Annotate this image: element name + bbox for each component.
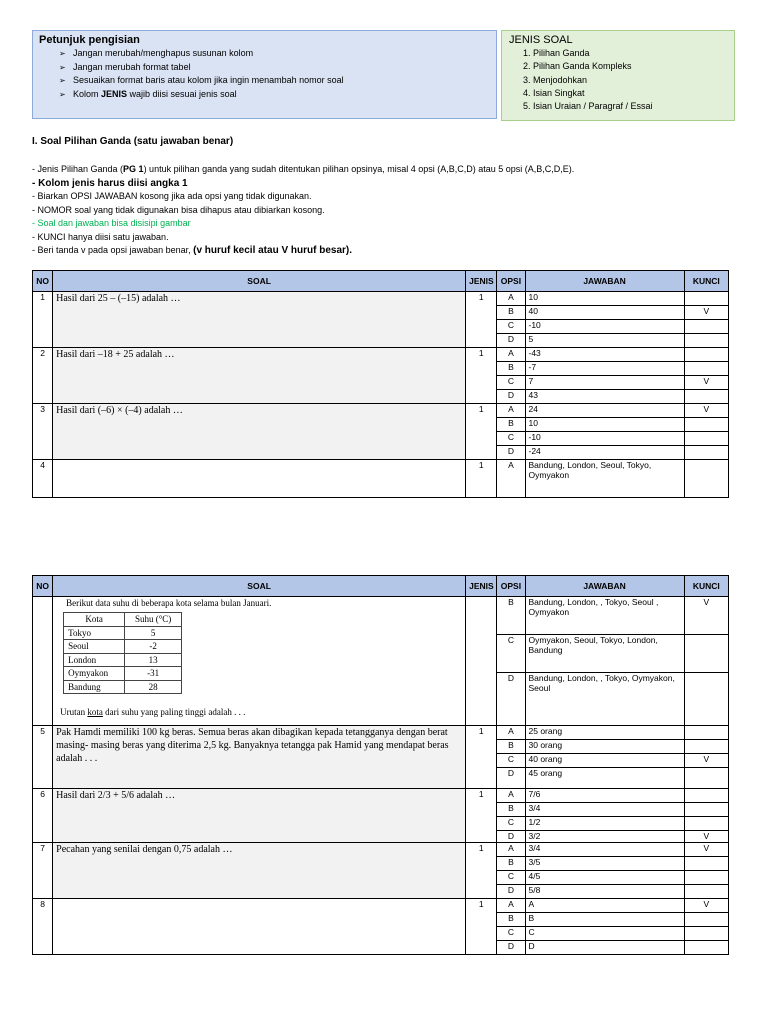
option-key[interactable]: V — [684, 376, 728, 390]
temp-value: 28 — [125, 680, 182, 694]
arrow-icon: ➢ — [59, 76, 66, 85]
question-text[interactable] — [53, 460, 466, 498]
option-answer[interactable]: -7 — [525, 362, 684, 376]
option-letter: D — [497, 390, 525, 404]
note-line: - Jenis Pilihan Ganda (PG 1) untuk pilihan ganda yang sudah ditentukan pilihan opsinya, misal 4 opsi (A,B,C,D) atau 5 opsi (A,B,C,D,E). — [32, 164, 575, 174]
question-type[interactable]: 1 — [466, 460, 497, 498]
col-opsi: OPSI — [497, 576, 525, 597]
col-soal: SOAL — [53, 271, 466, 292]
table-row — [33, 843, 729, 857]
question-type — [466, 597, 497, 726]
question-number: 6 — [33, 789, 53, 843]
note-line: - Biarkan OPSI JAWABAN kosong jika ada opsi yang tidak digunakan. — [32, 191, 312, 201]
option-letter: B — [497, 362, 525, 376]
col-jenis: JENIS — [466, 576, 497, 597]
instruction-item: ➢ Jangan merubah format tabel — [59, 61, 490, 75]
option-key[interactable] — [684, 362, 728, 376]
option-answer[interactable]: 10 — [525, 418, 684, 432]
question-text[interactable]: Pak Hamdi memiliki 100 kg beras. Semua beras akan dibagikan kepada tetangganya dengan berat masing- masing beras yang diterima 2,5 kg. Banyaknya tetangga pak Hamid yang mendapat beras adalah . . . — [53, 726, 466, 789]
question-text — [53, 597, 466, 726]
instruction-item: ➢ Kolom JENIS wajib diisi sesuai jenis soal — [59, 88, 490, 102]
table-row — [33, 292, 729, 306]
option-key[interactable] — [684, 857, 728, 871]
option-answer[interactable]: -10 — [525, 320, 684, 334]
col-kunci: KUNCI — [684, 271, 728, 292]
option-answer[interactable]: 30 orang — [525, 740, 684, 754]
col-jawaban: JAWABAN — [525, 271, 684, 292]
instruction-item: ➢ Jangan merubah/menghapus susunan kolom — [59, 47, 490, 61]
col-jawaban: JAWABAN — [525, 576, 684, 597]
questions-table-2 — [32, 575, 729, 955]
question-types-title: JENIS SOAL — [509, 34, 573, 46]
option-letter: A — [497, 843, 525, 857]
question-type-item: 5. Isian Uraian / Paragraf / Essai — [533, 100, 727, 113]
table-row — [33, 789, 729, 803]
option-key[interactable] — [684, 320, 728, 334]
option-key[interactable] — [684, 789, 728, 803]
option-answer[interactable]: B — [525, 913, 684, 927]
option-key[interactable] — [684, 941, 728, 955]
option-answer[interactable]: 10 — [525, 292, 684, 306]
option-answer[interactable]: 1/2 — [525, 817, 684, 831]
instructions-title: Petunjuk pengisian — [39, 34, 140, 46]
option-letter: A — [497, 789, 525, 803]
option-letter: B — [497, 597, 525, 635]
option-letter: B — [497, 803, 525, 817]
option-key[interactable]: V — [684, 831, 728, 843]
temperature-table — [63, 612, 182, 694]
option-letter: A — [497, 460, 525, 498]
option-letter: C — [497, 376, 525, 390]
temp-value: 13 — [125, 653, 182, 667]
option-answer[interactable]: -24 — [525, 446, 684, 460]
option-answer[interactable]: 5/8 — [525, 885, 684, 899]
option-answer[interactable]: 4/5 — [525, 871, 684, 885]
option-letter: D — [497, 334, 525, 348]
option-key[interactable] — [684, 390, 728, 404]
option-answer[interactable]: 40 orang — [525, 754, 684, 768]
option-answer: Bandung, London, , Tokyo, Seoul , Oymyakon — [525, 597, 684, 635]
option-answer[interactable]: 7/6 — [525, 789, 684, 803]
question-types-list — [509, 47, 727, 113]
instruction-item: ➢ Sesuaikan format baris atau kolom jika ingin menambah nomor soal — [59, 74, 490, 88]
option-letter: A — [497, 348, 525, 362]
option-letter: A — [497, 899, 525, 913]
option-letter: C — [497, 432, 525, 446]
question-text[interactable]: Hasil dari (–6) × (–4) adalah … — [53, 404, 466, 460]
question-text[interactable]: Hasil dari 2/3 + 5/6 adalah … — [53, 789, 466, 843]
question-text[interactable]: Pecahan yang senilai dengan 0,75 adalah … — [53, 843, 466, 899]
question-type[interactable]: 1 — [466, 404, 497, 460]
col-opsi: OPSI — [497, 271, 525, 292]
option-letter: C — [497, 754, 525, 768]
option-letter: A — [497, 404, 525, 418]
question-number: 2 — [33, 348, 53, 404]
note-line: - Kolom jenis harus diisi angka 1 — [32, 177, 188, 189]
col-jenis: JENIS — [466, 271, 497, 292]
question-number: 8 — [33, 899, 53, 955]
option-key[interactable]: V — [684, 754, 728, 768]
option-answer[interactable]: 45 orang — [525, 768, 684, 789]
question-number: 3 — [33, 404, 53, 460]
option-letter: D — [497, 768, 525, 789]
arrow-icon: ➢ — [59, 49, 66, 58]
option-key[interactable] — [684, 726, 728, 740]
option-letter: A — [497, 292, 525, 306]
question-prompt: Urutan kota dari suhu yang paling tinggi adalah . . . — [60, 707, 246, 717]
question-type-item: 1. Pilihan Ganda — [533, 47, 727, 60]
option-answer[interactable]: 25 orang — [525, 726, 684, 740]
table-row — [33, 404, 729, 418]
question-number — [33, 597, 53, 726]
option-answer[interactable]: A — [525, 899, 684, 913]
note-line: - NOMOR soal yang tidak digunakan bisa dihapus atau dibiarkan kosong. — [32, 204, 325, 215]
question-number: 1 — [33, 292, 53, 348]
option-key[interactable]: V — [684, 306, 728, 320]
temp-city: Oymyakon — [64, 667, 125, 681]
col-kunci: KUNCI — [684, 576, 728, 597]
question-number: 7 — [33, 843, 53, 899]
temp-col-temp: Suhu (°C) — [125, 613, 182, 627]
notes — [32, 163, 732, 258]
table-row — [33, 597, 729, 635]
note-line: - Beri tanda v pada opsi jawaban benar, (v huruf kecil atau V huruf besar). — [32, 245, 353, 256]
option-letter: D — [497, 941, 525, 955]
question-text[interactable]: Hasil dari 25 – (–15) adalah … — [53, 292, 466, 348]
question-type-item: 2. Pilihan Ganda Kompleks — [533, 60, 727, 73]
option-key[interactable]: V — [684, 843, 728, 857]
option-key[interactable] — [684, 460, 728, 498]
option-key[interactable] — [684, 348, 728, 362]
table-row — [33, 348, 729, 362]
question-number: 4 — [33, 460, 53, 498]
question-number: 5 — [33, 726, 53, 789]
temp-value: -31 — [125, 667, 182, 681]
option-key: V — [684, 597, 728, 635]
question-type-item: 4. Isian Singkat — [533, 87, 727, 100]
table-row — [33, 899, 729, 913]
option-answer[interactable]: -10 — [525, 432, 684, 446]
option-answer[interactable]: 40 — [525, 306, 684, 320]
option-key[interactable] — [684, 740, 728, 754]
table-row — [33, 726, 729, 740]
option-answer[interactable]: 3/4 — [525, 843, 684, 857]
option-key — [684, 635, 728, 673]
section-title: I. Soal Pilihan Ganda (satu jawaban benar) — [32, 136, 234, 147]
option-letter: C — [497, 320, 525, 334]
option-answer[interactable]: 5 — [525, 334, 684, 348]
question-type[interactable]: 1 — [466, 789, 497, 843]
option-letter: B — [497, 857, 525, 871]
option-letter: D — [497, 885, 525, 899]
question-types-box — [501, 30, 735, 121]
option-key[interactable] — [684, 927, 728, 941]
option-key[interactable] — [684, 432, 728, 446]
option-answer[interactable]: 3/2 — [525, 831, 684, 843]
temp-city: London — [64, 653, 125, 667]
temp-city: Tokyo — [64, 626, 125, 640]
temp-city: Bandung — [64, 680, 125, 694]
question-type[interactable]: 1 — [466, 292, 497, 348]
option-letter: A — [497, 726, 525, 740]
temp-city: Seoul — [64, 640, 125, 654]
option-key — [684, 673, 728, 726]
note-line: - Soal dan jawaban bisa disisipi gambar — [32, 218, 191, 228]
option-answer: Oymyakon, Seoul, Tokyo, London, Bandung — [525, 635, 684, 673]
option-answer[interactable]: 3/4 — [525, 803, 684, 817]
option-answer[interactable]: 43 — [525, 390, 684, 404]
option-letter: C — [497, 871, 525, 885]
option-letter: D — [497, 831, 525, 843]
option-answer[interactable]: D — [525, 941, 684, 955]
option-key[interactable] — [684, 913, 728, 927]
option-answer[interactable]: -43 — [525, 348, 684, 362]
option-answer: Bandung, London, , Tokyo, Oymyakon, Seoul — [525, 673, 684, 726]
option-key[interactable]: V — [684, 404, 728, 418]
option-letter: D — [497, 446, 525, 460]
temp-value: 5 — [125, 626, 182, 640]
note-line: - KUNCI hanya diisi satu jawaban. — [32, 231, 169, 242]
option-letter: C — [497, 927, 525, 941]
table-header-row — [33, 271, 729, 292]
option-letter: B — [497, 740, 525, 754]
option-key[interactable] — [684, 803, 728, 817]
option-key[interactable]: V — [684, 899, 728, 913]
option-key[interactable] — [684, 292, 728, 306]
option-answer[interactable]: Bandung, London, Seoul, Tokyo, Oymyakon — [525, 460, 684, 498]
question-type-item: 3. Menjodohkan — [533, 74, 727, 87]
question-text[interactable] — [53, 899, 466, 955]
option-key[interactable] — [684, 885, 728, 899]
question-text[interactable]: Hasil dari –18 + 25 adalah … — [53, 348, 466, 404]
option-letter: B — [497, 418, 525, 432]
question-type[interactable]: 1 — [466, 726, 497, 789]
col-soal: SOAL — [53, 576, 466, 597]
option-answer[interactable]: C — [525, 927, 684, 941]
option-letter: C — [497, 817, 525, 831]
question-type[interactable]: 1 — [466, 843, 497, 899]
question-intro: Berikut data suhu di beberapa kota selama bulan Januari. — [66, 598, 272, 608]
option-key[interactable] — [684, 334, 728, 348]
temp-value: -2 — [125, 640, 182, 654]
col-no: NO — [33, 271, 53, 292]
option-key[interactable] — [684, 446, 728, 460]
option-key[interactable] — [684, 871, 728, 885]
option-key[interactable] — [684, 817, 728, 831]
arrow-icon: ➢ — [59, 62, 66, 72]
option-answer[interactable]: 3/5 — [525, 857, 684, 871]
table-header-row — [33, 576, 729, 597]
option-answer[interactable]: 24 — [525, 404, 684, 418]
option-letter: B — [497, 306, 525, 320]
option-letter: C — [497, 635, 525, 673]
questions-table-1 — [32, 270, 729, 498]
temp-col-city: Kota — [64, 613, 125, 627]
option-answer[interactable]: 7 — [525, 376, 684, 390]
option-letter: B — [497, 913, 525, 927]
option-key[interactable] — [684, 418, 728, 432]
option-letter: D — [497, 673, 525, 726]
arrow-icon: ➢ — [59, 89, 66, 99]
table-row — [33, 460, 729, 498]
instructions-list — [39, 47, 490, 101]
question-type[interactable]: 1 — [466, 899, 497, 955]
option-key[interactable] — [684, 768, 728, 789]
col-no: NO — [33, 576, 53, 597]
instructions-box — [32, 30, 497, 119]
question-type[interactable]: 1 — [466, 348, 497, 404]
